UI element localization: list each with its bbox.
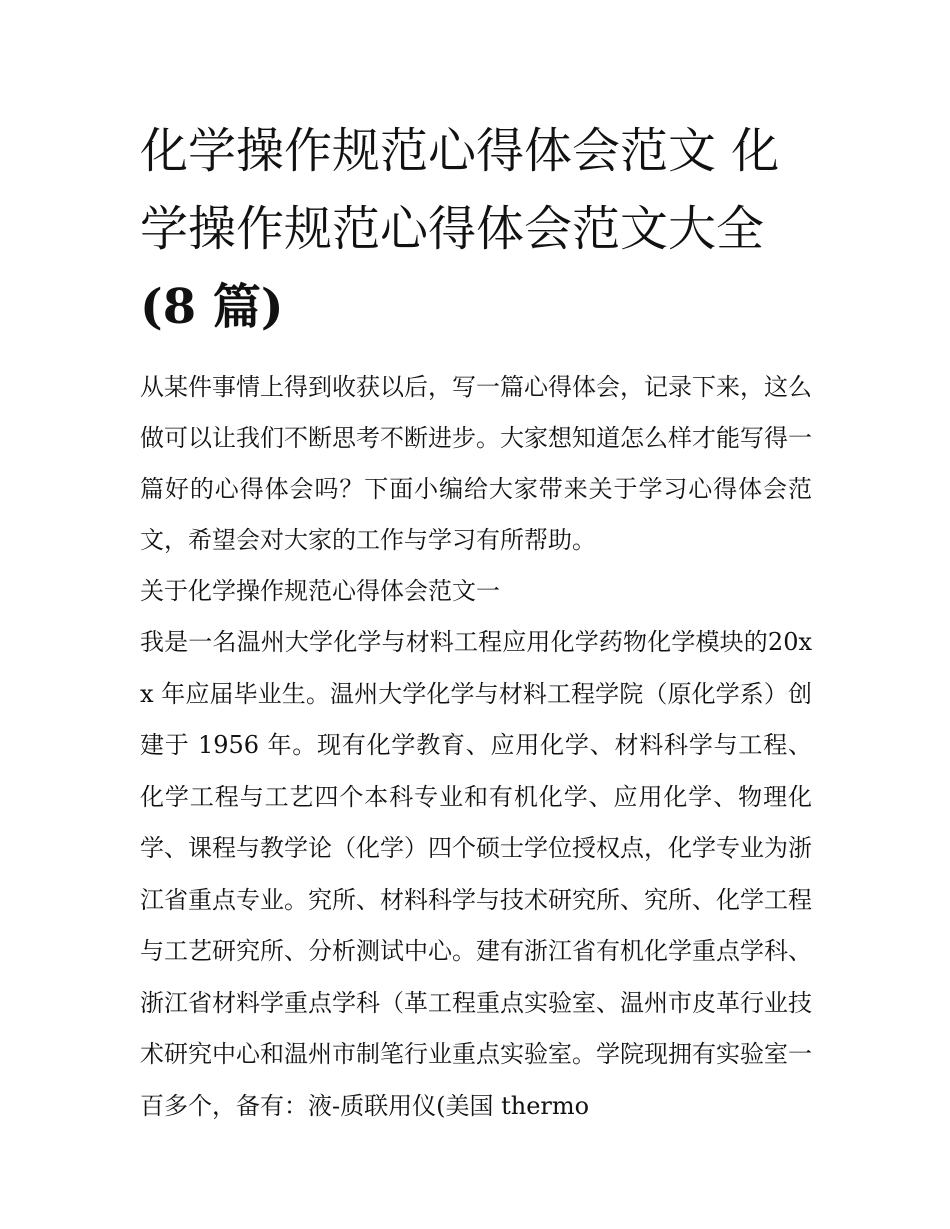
document-content xyxy=(140,112,812,1132)
title-line-3: (8 篇) xyxy=(140,279,284,335)
intro-paragraph: 从某件事情上得到收获以后，写一篇心得体会，记录下来，这么做可以让我们不断思考不断进步。大家想知道怎么样才能写得一篇好的心得体会吗？下面小编给大家带来关于学习心得体会范文，希望会对大家的工作与学习有所帮助。 xyxy=(140,373,812,554)
section-heading: 关于化学操作规范心得体会范文一 xyxy=(140,577,500,605)
document-title xyxy=(140,112,812,346)
title-line-1: 化学操作规范心得体会范文 化 xyxy=(140,123,780,179)
body-paragraph: 我是一名温州大学化学与材料工程应用化学药物化学模块的20xx 年应届毕业生。温州大学化学与材料工程学院（原化学系）创建于 1956 年。现有化学教育、应用化学、材料科学与工程、化学工程与工艺四个本科专业和有机化学、应用化学、物理化学、课程与教学论（化学）四个硕士学位授权点，化学专业为浙江省重点专业。究所、材料科学与技术研究所、究所、化学工程与工艺研究所、分析测试中心。建有浙江省有机化学重点学科、浙江省材料学重点学科（革工程重点实验室、温州市皮革行业技术研究中心和温州市制笔行业重点实验室。学院现拥有实验室一百多个，备有：液-质联用仪(美国 thermo xyxy=(140,628,812,1120)
title-line-2: 学操作规范心得体会范文大全 xyxy=(140,201,765,257)
